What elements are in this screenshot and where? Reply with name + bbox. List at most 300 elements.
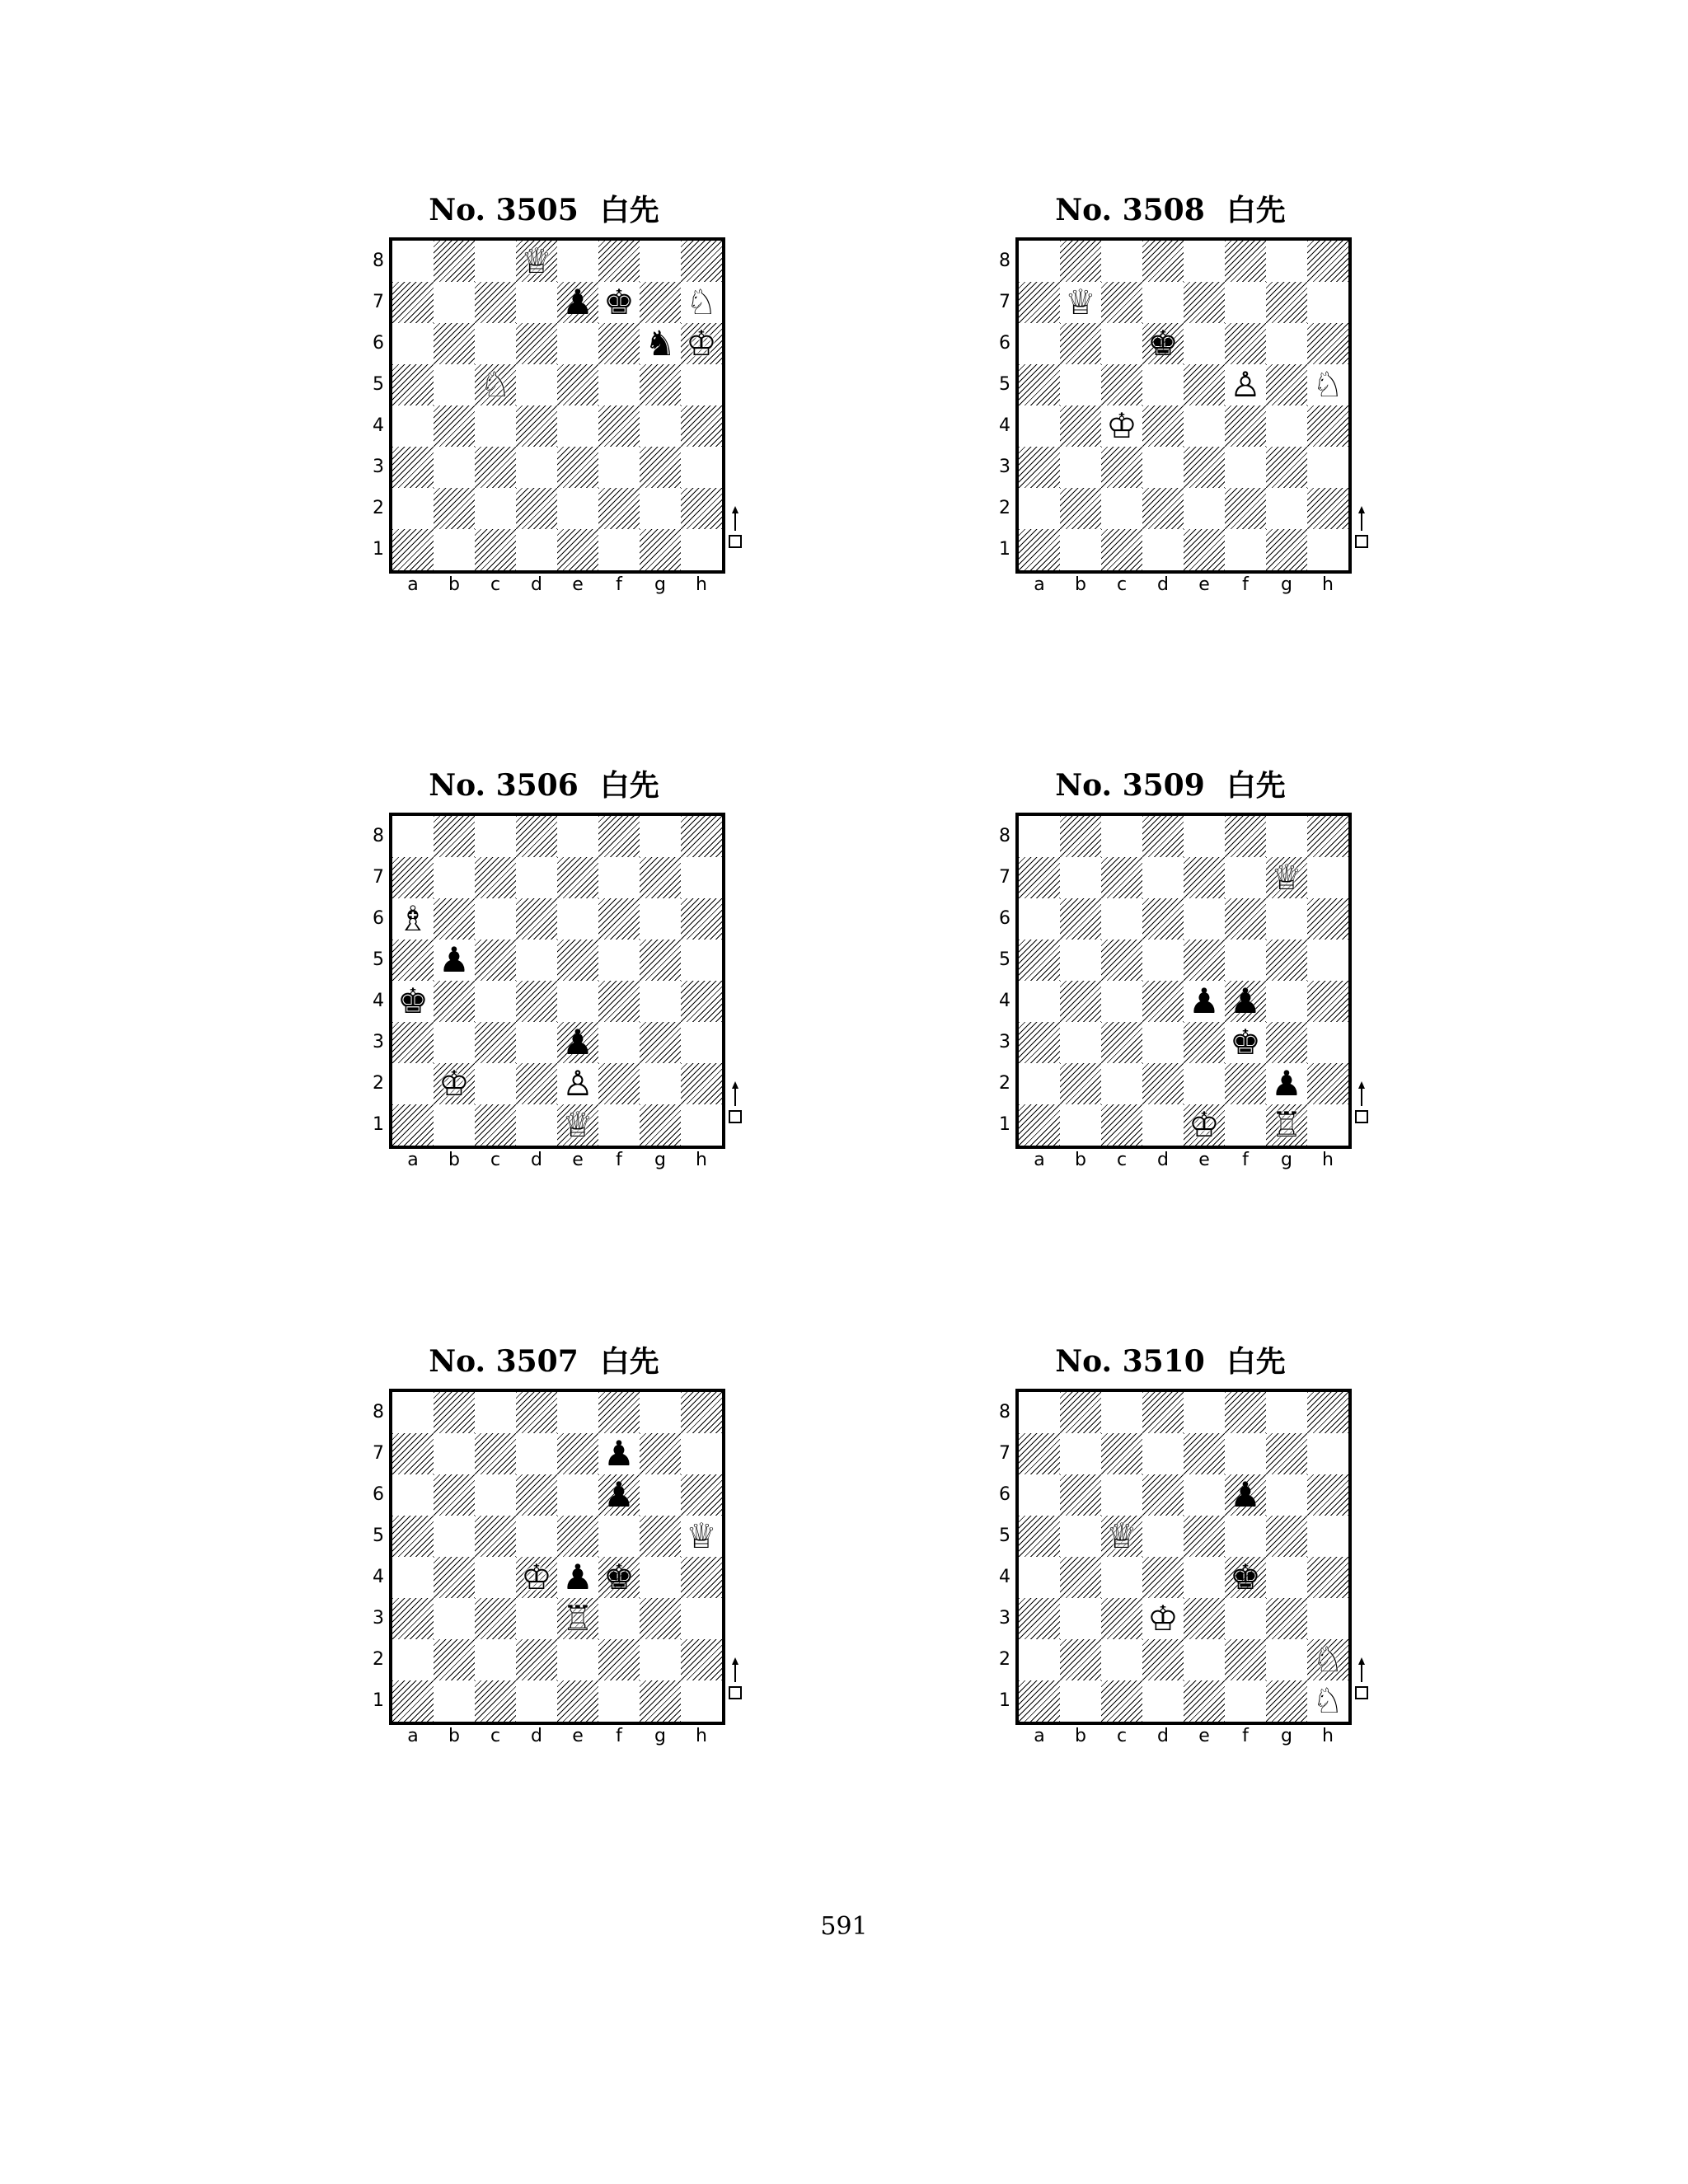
file-label: b xyxy=(448,1150,460,1170)
board-square-a8 xyxy=(392,816,434,857)
board-square-a8 xyxy=(1019,1392,1060,1433)
board-square-f5 xyxy=(598,364,640,405)
board-square-g6 xyxy=(640,1474,681,1516)
board-square-b6 xyxy=(434,1474,475,1516)
board-square-b4 xyxy=(434,405,475,447)
board-square-d1 xyxy=(516,1680,557,1722)
board-square-f2 xyxy=(1225,1639,1266,1680)
board-square-e1 xyxy=(1184,1680,1225,1722)
board-square-f8 xyxy=(598,816,640,857)
board-square-e5 xyxy=(557,364,598,405)
board-square-h3 xyxy=(1307,1598,1348,1639)
board-square-b3 xyxy=(434,1022,475,1063)
file-label: c xyxy=(1116,1150,1128,1170)
rank-label: 4 xyxy=(999,415,1010,436)
board-square-g5 xyxy=(1266,940,1307,981)
board-square-e1 xyxy=(557,529,598,570)
file-label: h xyxy=(1322,1726,1334,1746)
board-square-e2 xyxy=(557,488,598,529)
board-square-h1 xyxy=(681,529,722,570)
rank-label: 3 xyxy=(373,457,384,477)
board-square-g5 xyxy=(640,1516,681,1557)
board-square-e5 xyxy=(557,1516,598,1557)
file-label: b xyxy=(1075,1150,1086,1170)
board-square-g8 xyxy=(1266,1392,1307,1433)
board-square-g1 xyxy=(1266,1680,1307,1722)
diagram-number: No. 3506 xyxy=(429,768,579,803)
board-square-a4 xyxy=(392,1557,434,1598)
file-label: e xyxy=(572,574,584,595)
board-square-h3 xyxy=(681,447,722,488)
diagram-title xyxy=(956,1341,1385,1382)
board-square-a8 xyxy=(1019,816,1060,857)
board-square-g7 xyxy=(640,1433,681,1474)
board-square-f8 xyxy=(598,1392,640,1433)
board-square-a3 xyxy=(392,1598,434,1639)
board-square-a1 xyxy=(1019,1680,1060,1722)
board-square-g3 xyxy=(640,1022,681,1063)
file-label: h xyxy=(696,574,707,595)
rank-label: 5 xyxy=(999,949,1010,970)
black-pawn-icon: ♟ xyxy=(562,282,593,322)
board-square-a7 xyxy=(1019,857,1060,898)
board-square-a2 xyxy=(392,488,434,529)
file-label: c xyxy=(490,1726,501,1746)
white-to-move-icon xyxy=(1353,503,1370,552)
board-square-f3 xyxy=(598,1022,640,1063)
board-square-b7 xyxy=(434,857,475,898)
board-square-a7 xyxy=(1019,1433,1060,1474)
board-square-c7 xyxy=(1101,1433,1142,1474)
board-square-d5 xyxy=(516,364,557,405)
file-label: h xyxy=(1322,574,1334,595)
board-square-a8 xyxy=(1019,241,1060,282)
board-square-d5 xyxy=(516,940,557,981)
board-square-e2 xyxy=(1184,1639,1225,1680)
board-square-b7 xyxy=(1060,857,1101,898)
board-square-h3 xyxy=(681,1598,722,1639)
board-square-d7 xyxy=(516,857,557,898)
rank-label: 4 xyxy=(999,1567,1010,1587)
board-square-g3 xyxy=(1266,1598,1307,1639)
diagram-number: No. 3508 xyxy=(1055,193,1205,227)
board-square-b5 xyxy=(1060,940,1101,981)
board-square-c5 xyxy=(475,1516,516,1557)
board-square-f7 xyxy=(1225,282,1266,323)
diagram-caption: 白先 xyxy=(1226,1344,1286,1379)
black-king-icon: ♚ xyxy=(1147,323,1179,363)
board-square-h3 xyxy=(1307,1022,1348,1063)
file-label: e xyxy=(1198,574,1210,595)
board-square-a1 xyxy=(1019,1104,1060,1146)
board-square-c5 xyxy=(475,940,516,981)
board-square-e6 xyxy=(557,1474,598,1516)
board-square-c7 xyxy=(475,1433,516,1474)
board-square-b2 xyxy=(434,488,475,529)
board-square-b2 xyxy=(1060,1639,1101,1680)
board-square-g1 xyxy=(640,529,681,570)
white-knight-icon: ♘ xyxy=(1312,1639,1343,1680)
board-square-a7 xyxy=(1019,282,1060,323)
file-label: f xyxy=(1242,1150,1249,1170)
board-square-c1 xyxy=(475,1680,516,1722)
board-square-h8 xyxy=(681,1392,722,1433)
board-square-d1 xyxy=(516,1104,557,1146)
file-label: d xyxy=(1157,1726,1169,1746)
board-square-d1 xyxy=(1142,1104,1184,1146)
board-square-d4 xyxy=(1142,405,1184,447)
rank-label: 6 xyxy=(999,908,1010,929)
rank-label: 2 xyxy=(999,1073,1010,1094)
white-knight-icon: ♘ xyxy=(480,364,511,405)
board-square-e6 xyxy=(557,323,598,364)
board-square-h4 xyxy=(1307,981,1348,1022)
board-square-a6 xyxy=(1019,1474,1060,1516)
board-square-a2 xyxy=(1019,488,1060,529)
rank-label: 6 xyxy=(373,1484,384,1505)
board-square-a5 xyxy=(392,940,434,981)
board-square-d8 xyxy=(1142,816,1184,857)
board-square-f1 xyxy=(1225,1680,1266,1722)
board-square-a3 xyxy=(392,1022,434,1063)
board-square-b2 xyxy=(1060,1063,1101,1104)
page-number: 591 xyxy=(820,1912,868,1941)
rank-label: 2 xyxy=(373,1649,384,1670)
file-label: f xyxy=(616,574,622,595)
board-square-f5 xyxy=(1225,940,1266,981)
board-square-f4 xyxy=(1225,405,1266,447)
black-pawn-icon: ♟ xyxy=(1271,1063,1302,1104)
board-square-c1 xyxy=(1101,529,1142,570)
rank-label: 6 xyxy=(373,908,384,929)
file-label: c xyxy=(1116,1726,1128,1746)
board-square-d7 xyxy=(516,282,557,323)
file-label: h xyxy=(1322,1150,1334,1170)
board-square-g3 xyxy=(640,447,681,488)
board-square-h6 xyxy=(681,1474,722,1516)
board-square-h5 xyxy=(1307,1516,1348,1557)
board-square-f6 xyxy=(1225,898,1266,940)
rank-label: 2 xyxy=(999,1649,1010,1670)
board-square-g4 xyxy=(640,981,681,1022)
board-square-c4 xyxy=(1101,1557,1142,1598)
white-knight-icon: ♘ xyxy=(1312,1680,1343,1721)
diagram-caption: 白先 xyxy=(1226,193,1286,227)
diagram-caption: 白先 xyxy=(599,768,659,803)
rank-label: 1 xyxy=(373,1690,384,1711)
file-label: g xyxy=(1281,574,1292,595)
board-square-c8 xyxy=(475,816,516,857)
board-square-e7 xyxy=(1184,857,1225,898)
board-square-h5 xyxy=(681,940,722,981)
black-pawn-icon: ♟ xyxy=(603,1433,635,1474)
board-square-b3 xyxy=(1060,1022,1101,1063)
board-square-c2 xyxy=(1101,488,1142,529)
diagram-3509 xyxy=(956,765,1385,1193)
file-label: b xyxy=(1075,1726,1086,1746)
white-knight-icon: ♘ xyxy=(1312,364,1343,405)
board-square-h4 xyxy=(681,405,722,447)
black-king-icon: ♚ xyxy=(1230,1022,1261,1062)
board-square-c1 xyxy=(1101,1104,1142,1146)
white-queen-icon: ♕ xyxy=(521,241,552,281)
board-square-g6 xyxy=(1266,323,1307,364)
board-square-h6 xyxy=(1307,898,1348,940)
rank-label: 8 xyxy=(999,251,1010,271)
board-square-c2 xyxy=(475,1639,516,1680)
board-square-e8 xyxy=(557,241,598,282)
board-square-b6 xyxy=(1060,323,1101,364)
board-square-c2 xyxy=(1101,1063,1142,1104)
board-square-b2 xyxy=(434,1639,475,1680)
board-square-h1 xyxy=(1307,1104,1348,1146)
board-square-c3 xyxy=(475,1022,516,1063)
board-square-h4 xyxy=(1307,405,1348,447)
board-square-e7 xyxy=(1184,282,1225,323)
board-square-b3 xyxy=(434,1598,475,1639)
file-label: a xyxy=(407,574,419,595)
board-square-d3 xyxy=(516,447,557,488)
board-square-c1 xyxy=(1101,1680,1142,1722)
board-square-a4 xyxy=(392,405,434,447)
file-label: d xyxy=(531,574,542,595)
file-label: g xyxy=(1281,1726,1292,1746)
board-square-f1 xyxy=(598,1104,640,1146)
board-square-e4 xyxy=(1184,1557,1225,1598)
board-square-f6 xyxy=(598,323,640,364)
board-square-e6 xyxy=(557,898,598,940)
board-square-f5 xyxy=(1225,1516,1266,1557)
board-square-b3 xyxy=(1060,1598,1101,1639)
file-label: g xyxy=(654,1150,666,1170)
board-square-g2 xyxy=(1266,488,1307,529)
board-square-f1 xyxy=(1225,529,1266,570)
black-pawn-icon: ♟ xyxy=(1230,1474,1261,1515)
board-square-h7 xyxy=(681,1433,722,1474)
board-square-a2 xyxy=(1019,1639,1060,1680)
board-square-f2 xyxy=(598,488,640,529)
board-square-b1 xyxy=(1060,1680,1101,1722)
white-to-move-icon xyxy=(727,1078,743,1127)
diagram-3508 xyxy=(956,190,1385,618)
white-knight-icon: ♘ xyxy=(686,282,717,322)
board-square-g4 xyxy=(640,405,681,447)
rank-label: 6 xyxy=(999,1484,1010,1505)
black-king-icon: ♚ xyxy=(1230,1557,1261,1597)
black-pawn-icon: ♟ xyxy=(562,1557,593,1597)
board-square-e3 xyxy=(1184,447,1225,488)
file-label: f xyxy=(616,1150,622,1170)
board-square-g7 xyxy=(640,282,681,323)
board-square-h2 xyxy=(681,488,722,529)
board-square-d2 xyxy=(1142,1639,1184,1680)
board-square-c4 xyxy=(1101,981,1142,1022)
board-square-b5 xyxy=(1060,364,1101,405)
diagram-3510 xyxy=(956,1341,1385,1769)
file-label: a xyxy=(1034,1726,1045,1746)
black-knight-icon: ♞ xyxy=(645,323,676,363)
board-square-a2 xyxy=(392,1063,434,1104)
board-square-d7 xyxy=(1142,1433,1184,1474)
rank-label: 7 xyxy=(373,292,384,312)
board-square-h6 xyxy=(681,898,722,940)
board-square-f2 xyxy=(598,1063,640,1104)
white-to-move-icon xyxy=(1353,1654,1370,1704)
board-square-d6 xyxy=(516,1474,557,1516)
board-square-d7 xyxy=(1142,282,1184,323)
black-king-icon: ♚ xyxy=(603,282,635,322)
board-square-h5 xyxy=(1307,940,1348,981)
board-square-d4 xyxy=(1142,1557,1184,1598)
diagram-number: No. 3505 xyxy=(429,193,579,227)
board-square-b5 xyxy=(434,1516,475,1557)
board-square-b8 xyxy=(434,816,475,857)
board-square-b6 xyxy=(434,898,475,940)
board-square-h3 xyxy=(1307,447,1348,488)
board-square-e2 xyxy=(1184,488,1225,529)
file-label: e xyxy=(572,1726,584,1746)
diagram-number: No. 3509 xyxy=(1055,768,1205,803)
board-square-g4 xyxy=(1266,981,1307,1022)
rank-label: 7 xyxy=(999,292,1010,312)
board-square-c2 xyxy=(475,1063,516,1104)
rank-label: 3 xyxy=(999,1608,1010,1629)
board-square-d5 xyxy=(1142,1516,1184,1557)
board-square-c5 xyxy=(1101,364,1142,405)
board-square-f4 xyxy=(598,405,640,447)
board-square-g5 xyxy=(1266,1516,1307,1557)
file-label: f xyxy=(1242,1726,1249,1746)
rank-label: 4 xyxy=(373,415,384,436)
board-square-b4 xyxy=(1060,981,1101,1022)
board-square-e2 xyxy=(1184,1063,1225,1104)
board-square-b7 xyxy=(1060,1433,1101,1474)
board-square-h7 xyxy=(1307,282,1348,323)
file-label: e xyxy=(572,1150,584,1170)
chess-board xyxy=(1015,1389,1352,1725)
rank-label: 4 xyxy=(373,991,384,1011)
white-rook-icon: ♖ xyxy=(1271,1104,1302,1145)
chess-board xyxy=(389,1389,725,1725)
board-square-b3 xyxy=(434,447,475,488)
board-square-a7 xyxy=(392,857,434,898)
file-label: h xyxy=(696,1726,707,1746)
board-square-g8 xyxy=(1266,241,1307,282)
board-square-d4 xyxy=(1142,981,1184,1022)
file-label: d xyxy=(531,1726,542,1746)
board-square-a1 xyxy=(1019,529,1060,570)
board-square-g3 xyxy=(1266,1022,1307,1063)
board-square-f7 xyxy=(1225,1433,1266,1474)
diagram-title xyxy=(956,765,1385,806)
board-square-g7 xyxy=(1266,1433,1307,1474)
board-square-c8 xyxy=(475,1392,516,1433)
board-square-e4 xyxy=(557,981,598,1022)
board-square-b6 xyxy=(434,323,475,364)
rank-label: 1 xyxy=(373,1114,384,1135)
board-square-b8 xyxy=(434,1392,475,1433)
board-square-e6 xyxy=(1184,1474,1225,1516)
file-label: e xyxy=(1198,1726,1210,1746)
board-square-c6 xyxy=(475,323,516,364)
diagram-title xyxy=(330,765,758,806)
board-square-h2 xyxy=(681,1063,722,1104)
board-square-f8 xyxy=(1225,241,1266,282)
board-square-d7 xyxy=(516,1433,557,1474)
board-square-f1 xyxy=(598,529,640,570)
board-square-g5 xyxy=(640,364,681,405)
rank-label: 8 xyxy=(999,1402,1010,1422)
board-square-d5 xyxy=(1142,940,1184,981)
board-square-a6 xyxy=(392,1474,434,1516)
board-square-c6 xyxy=(1101,323,1142,364)
board-square-e6 xyxy=(1184,323,1225,364)
chess-board xyxy=(389,237,725,574)
board-square-f7 xyxy=(1225,857,1266,898)
board-square-b1 xyxy=(434,529,475,570)
board-square-b5 xyxy=(434,364,475,405)
board-square-e5 xyxy=(1184,364,1225,405)
board-square-h8 xyxy=(1307,241,1348,282)
board-square-c6 xyxy=(1101,898,1142,940)
board-square-g2 xyxy=(640,1063,681,1104)
board-square-d8 xyxy=(1142,1392,1184,1433)
board-square-b7 xyxy=(434,1433,475,1474)
rank-label: 8 xyxy=(373,251,384,271)
board-square-b4 xyxy=(1060,405,1101,447)
board-square-e8 xyxy=(557,816,598,857)
board-square-c8 xyxy=(1101,1392,1142,1433)
white-to-move-icon xyxy=(1353,1078,1370,1127)
board-square-e8 xyxy=(1184,1392,1225,1433)
board-square-d6 xyxy=(1142,1474,1184,1516)
board-square-h8 xyxy=(681,816,722,857)
board-square-g1 xyxy=(640,1680,681,1722)
rank-label: 5 xyxy=(373,1526,384,1546)
board-square-g2 xyxy=(640,1639,681,1680)
board-square-a3 xyxy=(392,447,434,488)
board-square-e8 xyxy=(1184,241,1225,282)
chess-board xyxy=(389,813,725,1149)
board-square-d1 xyxy=(516,529,557,570)
board-square-h1 xyxy=(681,1680,722,1722)
board-square-a5 xyxy=(1019,940,1060,981)
board-square-a5 xyxy=(392,1516,434,1557)
board-square-d8 xyxy=(516,1392,557,1433)
rank-label: 3 xyxy=(373,1032,384,1052)
board-square-c8 xyxy=(475,241,516,282)
board-square-e4 xyxy=(1184,405,1225,447)
chess-board xyxy=(1015,237,1352,574)
board-square-a8 xyxy=(392,241,434,282)
board-square-c3 xyxy=(475,447,516,488)
board-square-e5 xyxy=(557,940,598,981)
board-square-e1 xyxy=(1184,529,1225,570)
board-square-g3 xyxy=(1266,447,1307,488)
rank-label: 4 xyxy=(373,1567,384,1587)
board-square-f3 xyxy=(1225,1598,1266,1639)
white-queen-icon: ♕ xyxy=(1106,1516,1137,1556)
white-queen-icon: ♕ xyxy=(1271,857,1302,898)
board-square-g5 xyxy=(640,940,681,981)
rank-label: 8 xyxy=(373,1402,384,1422)
white-king-icon: ♔ xyxy=(1106,405,1137,446)
file-label: e xyxy=(1198,1150,1210,1170)
board-square-g8 xyxy=(1266,816,1307,857)
board-square-d8 xyxy=(1142,241,1184,282)
black-king-icon: ♚ xyxy=(397,981,429,1021)
white-king-icon: ♔ xyxy=(686,323,717,363)
